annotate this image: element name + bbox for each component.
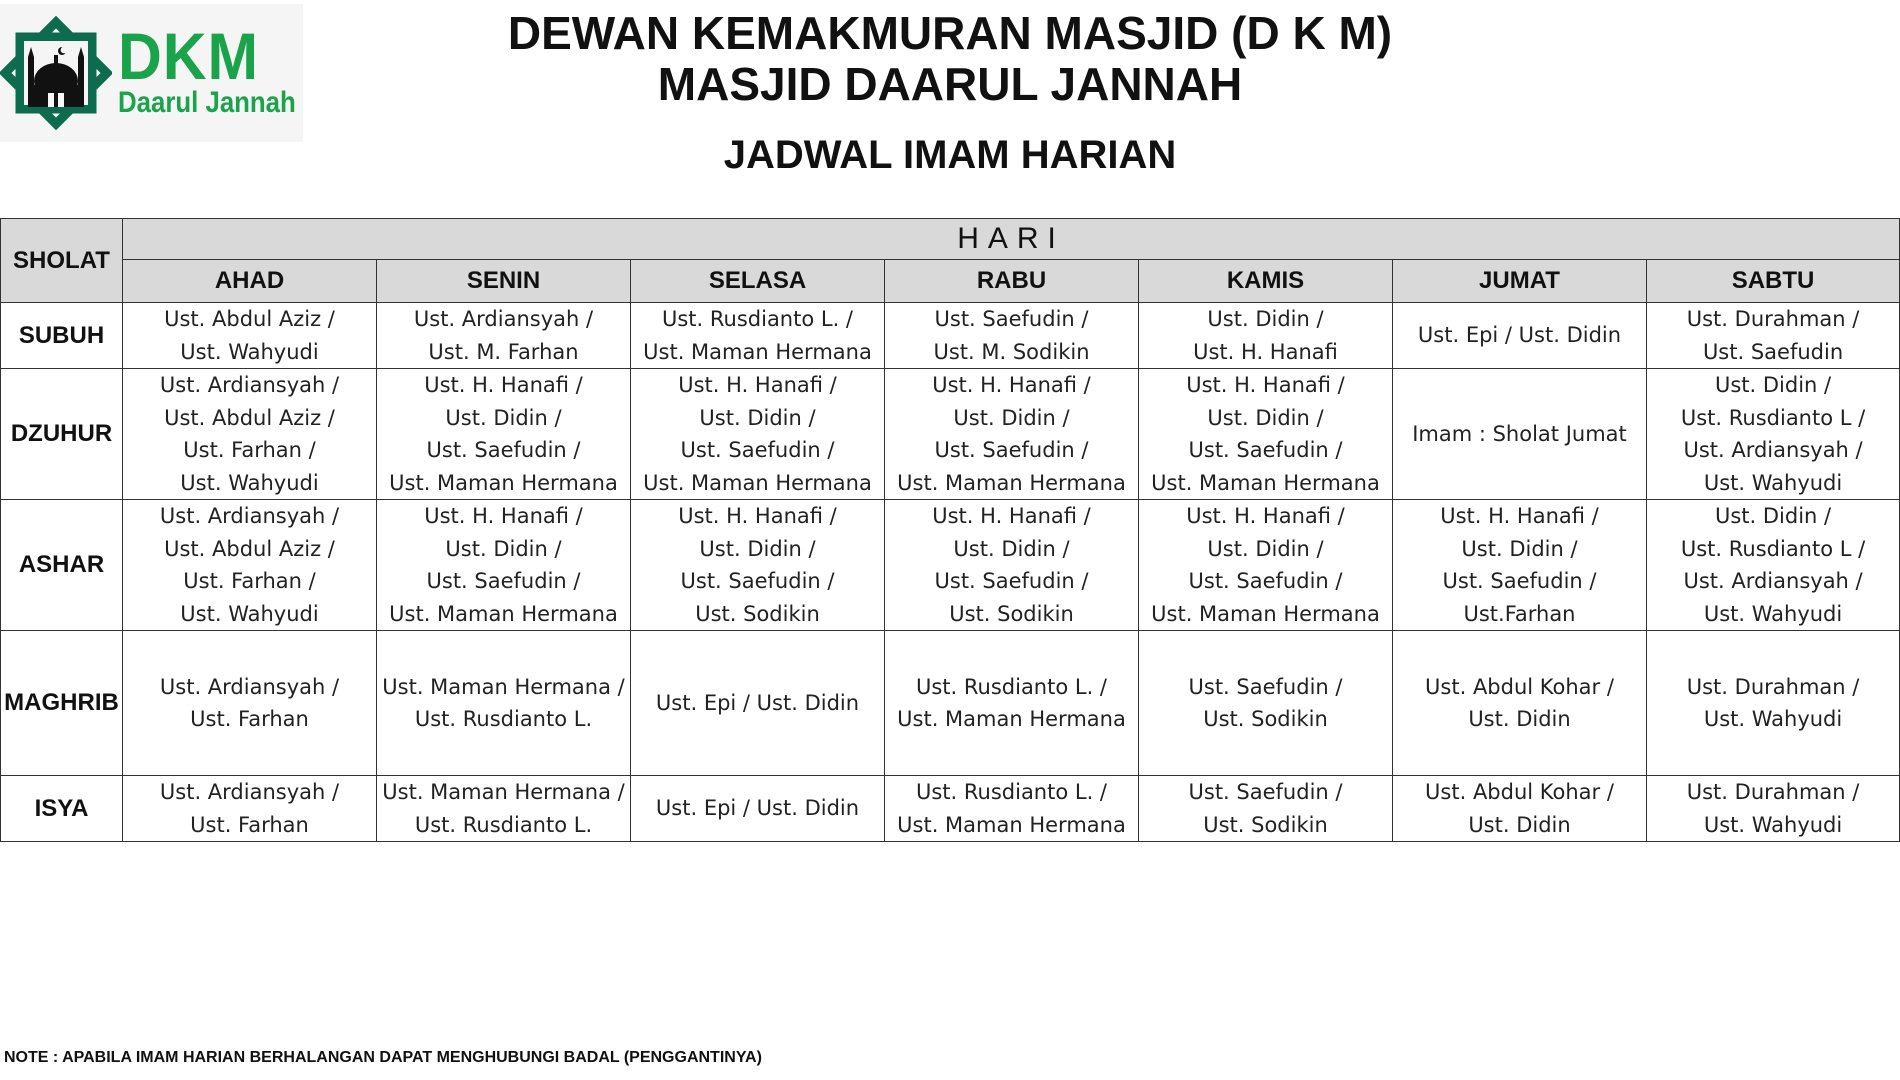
imam-cell <box>123 776 377 842</box>
imam-cell <box>123 500 377 631</box>
imam-name-line: Ust. Ardiansyah / <box>159 373 340 397</box>
imam-name-line: Ust. H. Hanafi <box>1193 339 1338 364</box>
imam-name-line: Ust. Farhan <box>190 707 309 731</box>
imam-name-line: Ust. Didin / <box>953 536 1070 561</box>
imam-name-line: Ust. H. Hanafi / <box>678 373 837 397</box>
day-header: SABTU <box>1647 260 1900 303</box>
imam-name-line: Ust. H. Hanafi / <box>932 373 1091 397</box>
imam-name-line: Ust. Farhan <box>190 812 309 837</box>
imam-cell <box>631 369 885 500</box>
imam-cell <box>377 303 631 369</box>
imam-name-line: Ust. Sodikin <box>1203 812 1328 837</box>
imam-name-line: Ust. Didin <box>1468 812 1571 837</box>
imam-name-line: Ust. Didin / <box>699 405 816 430</box>
day-header: JUMAT <box>1393 260 1647 303</box>
dkm-logo <box>0 4 303 142</box>
imam-name-line: Ust. H. Hanafi / <box>678 504 837 528</box>
imam-name-line: Ust. Saefudin / <box>1188 438 1343 462</box>
imam-name-line: Ust.Farhan <box>1463 601 1576 626</box>
imam-cell <box>377 776 631 842</box>
imam-name-line: Ust. H. Hanafi / <box>424 504 583 528</box>
imam-name-line: Imam : Sholat Jumat <box>1412 421 1627 446</box>
logo-subtitle: Daarul Jannah <box>118 86 296 119</box>
imam-cell <box>1139 631 1393 776</box>
imam-cell <box>123 631 377 776</box>
imam-name-line: Ust. Farhan / <box>183 438 316 462</box>
imam-name-line: Ust. H. Hanafi / <box>932 504 1091 528</box>
imam-name-line: Ust. Ardiansyah / <box>1683 438 1863 462</box>
imam-name-line: Ust. Maman Hermana <box>1151 470 1380 495</box>
imam-cell <box>1647 776 1900 842</box>
imam-name-line: Ust. Abdul Aziz / <box>164 536 335 561</box>
imam-name-line: Ust. Maman Hermana / <box>382 780 625 804</box>
imam-name-line: Ust. Saefudin / <box>934 307 1089 331</box>
imam-name-line: Ust. Wahyudi <box>1703 470 1843 495</box>
imam-cell <box>1647 369 1900 500</box>
imam-name-line: Ust. Epi / Ust. Didin <box>1417 323 1622 348</box>
imam-cell <box>1393 500 1647 631</box>
imam-name-line: Ust. Wahyudi <box>180 339 319 364</box>
imam-cell <box>1139 303 1393 369</box>
imam-cell <box>631 500 885 631</box>
imam-cell <box>885 369 1139 500</box>
imam-name-line: Ust. Saefudin / <box>680 438 835 462</box>
imam-name-line: Ust. Saefudin / <box>1188 674 1343 699</box>
schedule-row <box>1 369 1900 500</box>
imam-cell <box>1139 500 1393 631</box>
day-header: RABU <box>885 260 1139 303</box>
hari-header: HARI <box>123 219 1900 260</box>
schedule-row <box>1 500 1900 631</box>
imam-name-line: Ust. Didin / <box>1714 373 1832 397</box>
imam-name-line: Ust. Wahyudi <box>180 470 319 495</box>
mosque-star-icon <box>0 7 112 139</box>
imam-name-line: Ust. Didin / <box>699 536 816 561</box>
imam-name-line: Ust. Rusdianto L. <box>414 812 593 837</box>
imam-name-line: Ust. Didin / <box>1714 504 1832 528</box>
imam-name-line: Ust. Rusdianto L. <box>414 707 593 731</box>
imam-cell <box>885 631 1139 776</box>
imam-name-line: Ust. Maman Hermana <box>643 339 872 364</box>
imam-cell <box>1393 369 1647 500</box>
imam-name-line: Ust. Ardiansyah / <box>159 674 340 699</box>
imam-name-line: Ust. Wahyudi <box>1703 812 1843 837</box>
prayer-name: SUBUH <box>1 303 123 369</box>
imam-name-line: Ust. Rusdianto L / <box>1680 536 1866 561</box>
imam-name-line: Ust. Maman Hermana <box>389 470 618 495</box>
imam-name-line: Ust. H. Hanafi / <box>424 373 583 397</box>
imam-name-line: Ust. Rusdianto L / <box>1680 405 1866 430</box>
prayer-name: DZUHUR <box>1 369 123 500</box>
imam-name-line: Ust. Abdul Kohar / <box>1425 780 1614 804</box>
imam-name-line: Ust. Rusdianto L. / <box>915 780 1108 804</box>
imam-name-line: Ust. Maman Hermana <box>897 812 1126 837</box>
imam-name-line: Ust. Abdul Kohar / <box>1425 674 1614 699</box>
imam-cell <box>885 500 1139 631</box>
imam-name-line: Ust. Durahman / <box>1686 780 1860 804</box>
imam-name-line: Ust. Saefudin / <box>1188 569 1343 593</box>
imam-name-line: Ust. Farhan / <box>183 569 316 593</box>
footer-note: NOTE : APABILA IMAM HARIAN BERHALANGAN DAPAT MENGHUBUNGI BADAL (PENGGANTINYA) <box>4 1049 762 1066</box>
imam-name-line: Ust. Abdul Aziz / <box>164 307 335 331</box>
schedule-body <box>1 303 1900 842</box>
imam-cell <box>631 776 885 842</box>
imam-name-line: Ust. Ardiansyah / <box>159 780 340 804</box>
imam-schedule-table <box>0 218 1900 842</box>
imam-name-line: Ust. Ardiansyah / <box>1683 569 1863 593</box>
day-header: KAMIS <box>1139 260 1393 303</box>
imam-cell <box>377 500 631 631</box>
sholat-column-header: SHOLAT <box>1 219 123 303</box>
imam-name-line: Ust. Rusdianto L. / <box>661 307 854 331</box>
imam-name-line: Ust. H. Hanafi / <box>1186 373 1345 397</box>
imam-cell <box>1139 776 1393 842</box>
imam-name-line: Ust. Didin <box>1468 707 1571 731</box>
imam-name-line: Ust. Didin / <box>953 405 1070 430</box>
imam-cell <box>1393 631 1647 776</box>
imam-name-line: Ust. Didin / <box>1461 536 1578 561</box>
imam-cell <box>631 631 885 776</box>
organization-title: DEWAN KEMAKMURAN MASJID (D K M) <box>507 7 1393 59</box>
imam-cell <box>377 631 631 776</box>
imam-name-line: Ust. Maman Hermana <box>389 601 618 626</box>
day-header: SELASA <box>631 260 885 303</box>
imam-name-line: Ust. Durahman / <box>1686 674 1860 699</box>
imam-name-line: Ust. Durahman / <box>1686 307 1860 331</box>
imam-name-line: Ust. Abdul Aziz / <box>164 405 335 430</box>
imam-name-line: Ust. Saefudin / <box>426 569 581 593</box>
imam-name-line: Ust. Saefudin <box>1702 339 1844 364</box>
imam-name-line: Ust. H. Hanafi / <box>1186 504 1345 528</box>
prayer-name: MAGHRIB <box>1 631 123 776</box>
imam-name-line: Ust. Saefudin / <box>426 438 581 462</box>
imam-cell <box>885 776 1139 842</box>
schedule-row <box>1 776 1900 842</box>
imam-cell <box>123 369 377 500</box>
imam-name-line: Ust. Maman Hermana <box>897 707 1126 731</box>
imam-name-line: Ust. Sodikin <box>949 601 1074 626</box>
imam-cell <box>1139 369 1393 500</box>
schedule-row <box>1 631 1900 776</box>
imam-cell <box>1393 303 1647 369</box>
imam-name-line: Ust. Epi / Ust. Didin <box>655 690 860 715</box>
imam-name-line: Ust. Ardiansyah / <box>159 504 340 528</box>
imam-name-line: Ust. Didin / <box>445 536 562 561</box>
imam-name-line: Ust. Saefudin / <box>680 569 835 593</box>
imam-name-line: Ust. Saefudin / <box>934 569 1089 593</box>
imam-name-line: Ust. Epi / Ust. Didin <box>655 796 860 821</box>
schedule-title: JADWAL IMAM HARIAN <box>723 133 1177 177</box>
imam-name-line: Ust. Wahyudi <box>1703 601 1843 626</box>
day-header: SENIN <box>377 260 631 303</box>
imam-name-line: Ust. Didin / <box>445 405 562 430</box>
mosque-title: MASJID DAARUL JANNAH <box>657 58 1243 110</box>
imam-name-line: Ust. Maman Hermana / <box>382 674 625 699</box>
imam-cell <box>1647 303 1900 369</box>
logo-title: DKM <box>118 19 260 93</box>
prayer-name: ASHAR <box>1 500 123 631</box>
imam-name-line: Ust. Saefudin / <box>1442 569 1597 593</box>
prayer-name: ISYA <box>1 776 123 842</box>
imam-name-line: Ust. H. Hanafi / <box>1440 504 1599 528</box>
imam-cell <box>1647 500 1900 631</box>
imam-name-line: Ust. Ardiansyah / <box>413 307 594 331</box>
day-header: AHAD <box>123 260 377 303</box>
imam-name-line: Ust. Maman Hermana <box>1151 601 1380 626</box>
imam-name-line: Ust. Rusdianto L. / <box>915 674 1108 699</box>
imam-cell <box>377 369 631 500</box>
imam-name-line: Ust. Didin / <box>1207 536 1324 561</box>
imam-name-line: Ust. Didin / <box>1207 405 1324 430</box>
imam-name-line: Ust. Sodikin <box>1203 707 1328 731</box>
imam-cell <box>631 303 885 369</box>
imam-name-line: Ust. Didin / <box>1207 307 1324 331</box>
imam-name-line: Ust. Wahyudi <box>1703 707 1843 731</box>
imam-name-line: Ust. Saefudin / <box>1188 780 1343 804</box>
imam-cell <box>1393 776 1647 842</box>
imam-cell <box>1647 631 1900 776</box>
imam-cell <box>123 303 377 369</box>
schedule-row <box>1 303 1900 369</box>
imam-cell <box>885 303 1139 369</box>
imam-name-line: Ust. Sodikin <box>695 601 820 626</box>
imam-name-line: Ust. M. Sodikin <box>933 339 1090 364</box>
imam-name-line: Ust. M. Farhan <box>428 339 579 364</box>
imam-name-line: Ust. Saefudin / <box>934 438 1089 462</box>
imam-name-line: Ust. Maman Hermana <box>643 470 872 495</box>
imam-name-line: Ust. Wahyudi <box>180 601 319 626</box>
imam-name-line: Ust. Maman Hermana <box>897 470 1126 495</box>
